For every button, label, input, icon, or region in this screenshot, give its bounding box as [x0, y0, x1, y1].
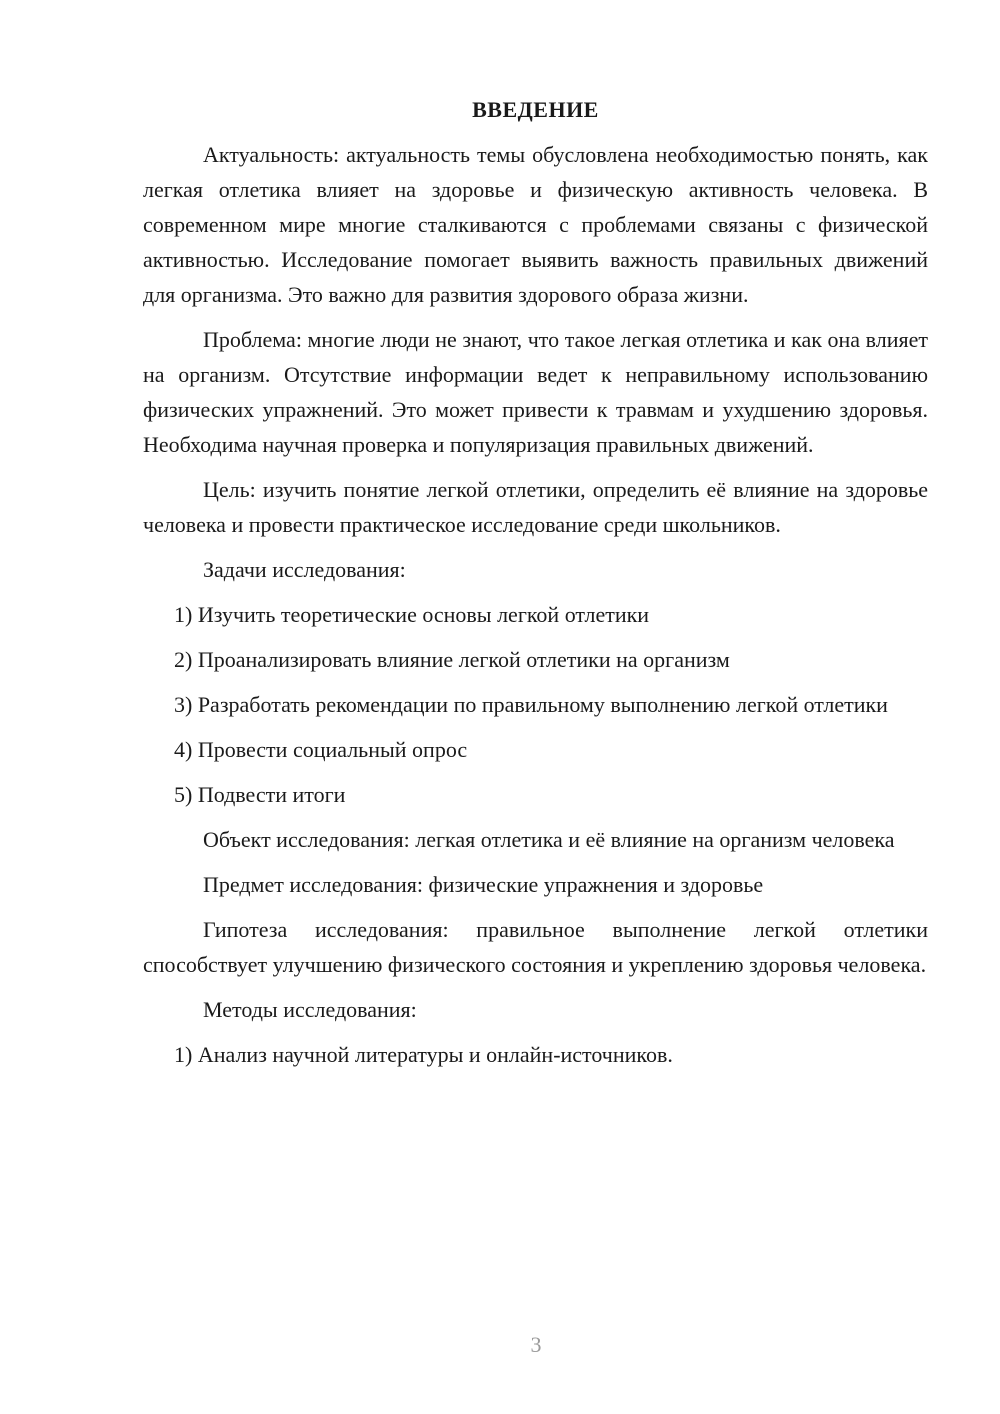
document-body: [143, 95, 928, 1082]
subject-paragraph: Предмет исследования: физические упражнения и здоровье: [203, 872, 764, 897]
section-title: ВВЕДЕНИЕ: [472, 97, 599, 122]
task-item: 5) Подвести итоги: [174, 782, 346, 807]
task-item: 4) Провести социальный опрос: [174, 737, 468, 762]
task-item: 3) Разработать рекомендации по правильному выполнению легкой отлетики: [174, 692, 888, 717]
problem-paragraph: Проблема: многие люди не знают, что такое легкая отлетика и как она влияет на организм. Отсутствие информации ведет к неправильному использованию физических упражнений. Это может привести к травмам и ухудшению здоровья. Необходима научная проверка и популяризация правильных движений.: [143, 327, 928, 457]
hypothesis-paragraph: Гипотеза исследования: правильное выполнение легкой отлетики способствует улучшению физического состояния и укреплению здоровья человека.: [143, 917, 928, 977]
task-item: 2) Проанализировать влияние легкой отлетики на организм: [174, 647, 730, 672]
task-item: 1) Изучить теоретические основы легкой отлетики: [174, 602, 650, 627]
methods-heading: Методы исследования:: [203, 997, 417, 1022]
method-item: 1) Анализ научной литературы и онлайн-источников.: [174, 1042, 673, 1067]
goal-paragraph: Цель: изучить понятие легкой отлетики, определить её влияние на здоровье человека и провести практическое исследование среди школьников.: [143, 477, 928, 537]
object-paragraph: Объект исследования: легкая отлетика и её влияние на организм человека: [203, 827, 895, 852]
relevance-paragraph: Актуальность: актуальность темы обусловлена необходимостью понять, как легкая отлетика влияет на здоровье и физическую активность человека. В современном мире многие сталкиваются с проблемами связаны с физической активностью. Исследование помогает выявить важность правильных движений для организма. Это важно для развития здорового образа жизни.: [143, 142, 928, 307]
tasks-heading: Задачи исследования:: [203, 557, 406, 582]
page-number: 3: [530, 1332, 542, 1357]
